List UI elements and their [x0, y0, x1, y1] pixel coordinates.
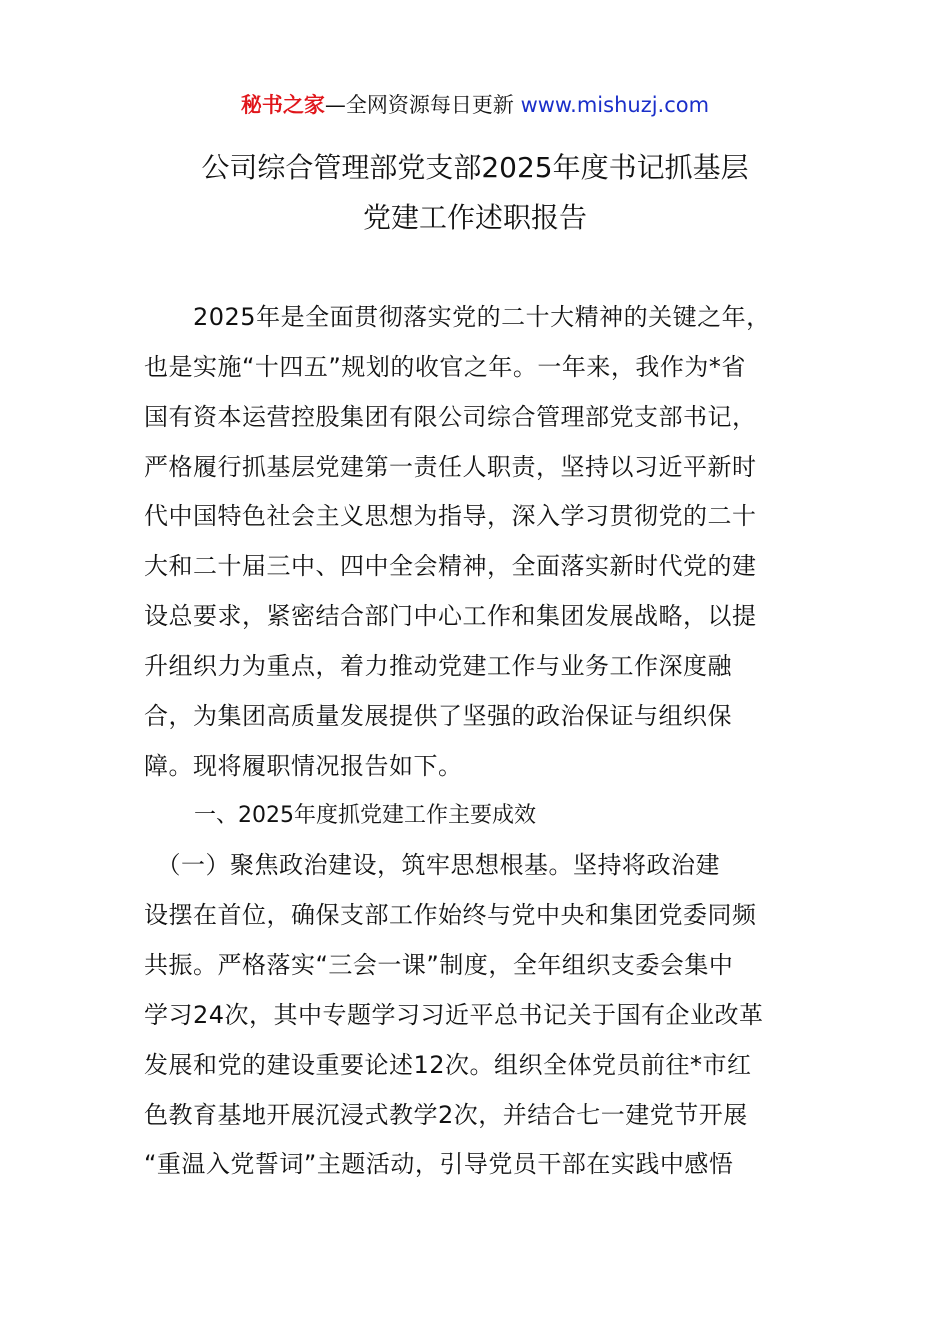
body-line: 障。现将履职情况报告如下。 [144, 752, 463, 780]
body-line: （一）聚焦政治建设，筑牢思想根基。坚持将政治建 [144, 851, 720, 879]
body-line: 色教育基地开展沉浸式教学2次，并结合七一建党节开展 [144, 1101, 748, 1129]
body-line: 代中国特色社会主义思想为指导，深入学习贯彻党的二十 [144, 502, 757, 530]
document-title-line-2: 党建工作述职报告 [362, 201, 587, 234]
body-line: 发展和党的建设重要论述12次。组织全体党员前往*市红 [144, 1051, 752, 1079]
brand-name: 秘书之家 [240, 93, 325, 117]
body-line: 设摆在首位，确保支部工作始终与党中央和集团党委同频 [144, 901, 757, 929]
body-line: 学习24次，其中专题学习习近平总书记关于国有企业改革 [144, 1001, 764, 1029]
body-line: 2025年是全面贯彻落实党的二十大精神的关键之年， [144, 303, 771, 331]
body-line: 也是实施“十四五”规划的收官之年。一年来，我作为*省 [144, 353, 746, 381]
body-line: 合，为集团高质量发展提供了坚强的政治保证与组织保 [144, 702, 732, 730]
document-title-line-1: 公司综合管理部党支部2025年度书记抓基层 [201, 151, 749, 184]
body-line: “重温入党誓词”主题活动，引导党员干部在实践中感悟 [144, 1150, 734, 1178]
body-line: 国有资本运营控股集团有限公司综合管理部党支部书记， [144, 403, 757, 431]
site-link[interactable]: www.mishuzj.com [520, 93, 710, 117]
site-header [0, 88, 950, 122]
body-line: 共振。严格落实“三会一课”制度，全年组织支委会集中 [144, 951, 734, 979]
header-tagline: —全网资源每日更新 [324, 93, 521, 117]
body-line: 严格履行抓基层党建第一责任人职责，坚持以习近平新时 [144, 453, 757, 481]
body-line: 大和二十届三中、四中全会精神，全面落实新时代党的建 [144, 552, 757, 580]
body-line: 设总要求，紧密结合部门中心工作和集团发展战略，以提 [144, 602, 757, 630]
section-heading: 一、2025年度抓党建工作主要成效 [194, 803, 536, 828]
body-line: 升组织力为重点，着力推动党建工作与业务工作深度融 [144, 652, 732, 680]
